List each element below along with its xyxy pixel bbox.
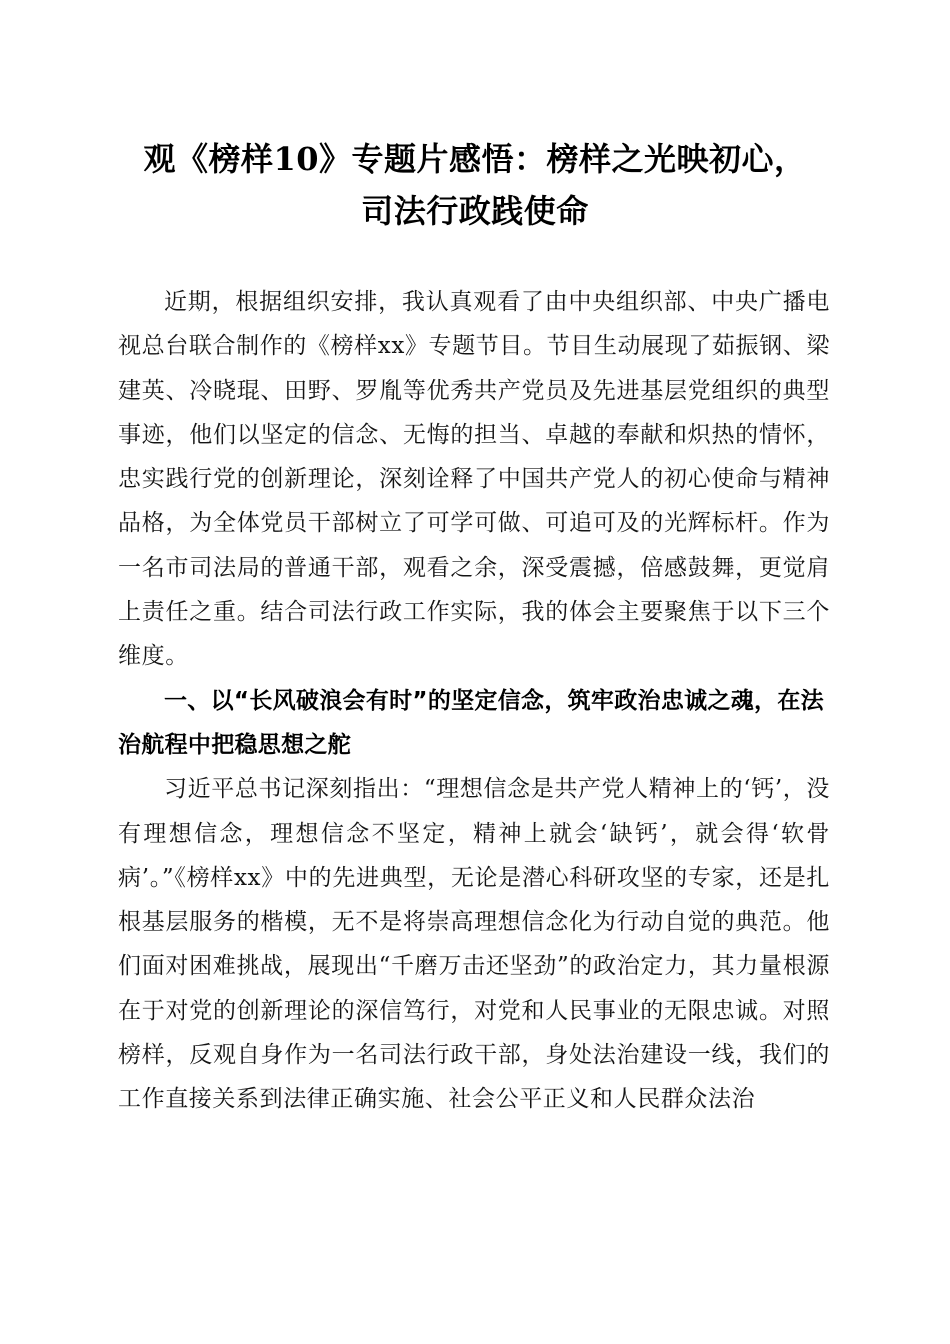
title-line-1: 观《榜样10》专题片感悟：榜样之光映初心， <box>143 140 807 178</box>
document-body <box>118 280 830 1122</box>
document-title <box>100 133 850 237</box>
section-1-heading: 一、以“长风破浪会有时”的坚定信念，筑牢政治忠诚之魂，在法治航程中把稳思想之舵 <box>118 687 824 758</box>
section-1-paragraph: 习近平总书记深刻指出：“理想信念是共产党人精神上的‘钙’，没有理想信念，理想信念不坚定，精神上就会‘缺钙’，就会得‘软骨病’。”《榜样xx》中的先进典型，无论是潜心科研攻坚的专家，还是扎根基层服务的楷模，无不是将崇高理想信念化为行动自觉的典范。他们面对困难挑战，展现出“千磨万击还坚劲”的政治定力，其力量根源在于对党的创新理论的深信笃行，对党和人民事业的无限忠诚。对照榜样，反观自身作为一名司法行政干部，身处法治建设一线，我们的工作直接关系到法律正确实施、社会公平正义和人民群众法治 <box>118 776 830 1113</box>
intro-paragraph: 近期，根据组织安排，我认真观看了由中央组织部、中央广播电视总台联合制作的《榜样xx》专题节目。节目生动展现了茹振钢、梁建英、冷晓琨、田野、罗胤等优秀共产党员及先进基层党组织的典型事迹，他们以坚定的信念、无悔的担当、卓越的奉献和炽热的情怀，忠实践行党的创新理论，深刻诠释了中国共产党人的初心使命与精神品格，为全体党员干部树立了可学可做、可追可及的光辉标杆。作为一名市司法局的普通干部，观看之余，深受震撼，倍感鼓舞，更觉肩上责任之重。结合司法行政工作实际，我的体会主要聚焦于以下三个维度。 <box>118 289 830 670</box>
title-line-2: 司法行政践使命 <box>361 192 589 230</box>
